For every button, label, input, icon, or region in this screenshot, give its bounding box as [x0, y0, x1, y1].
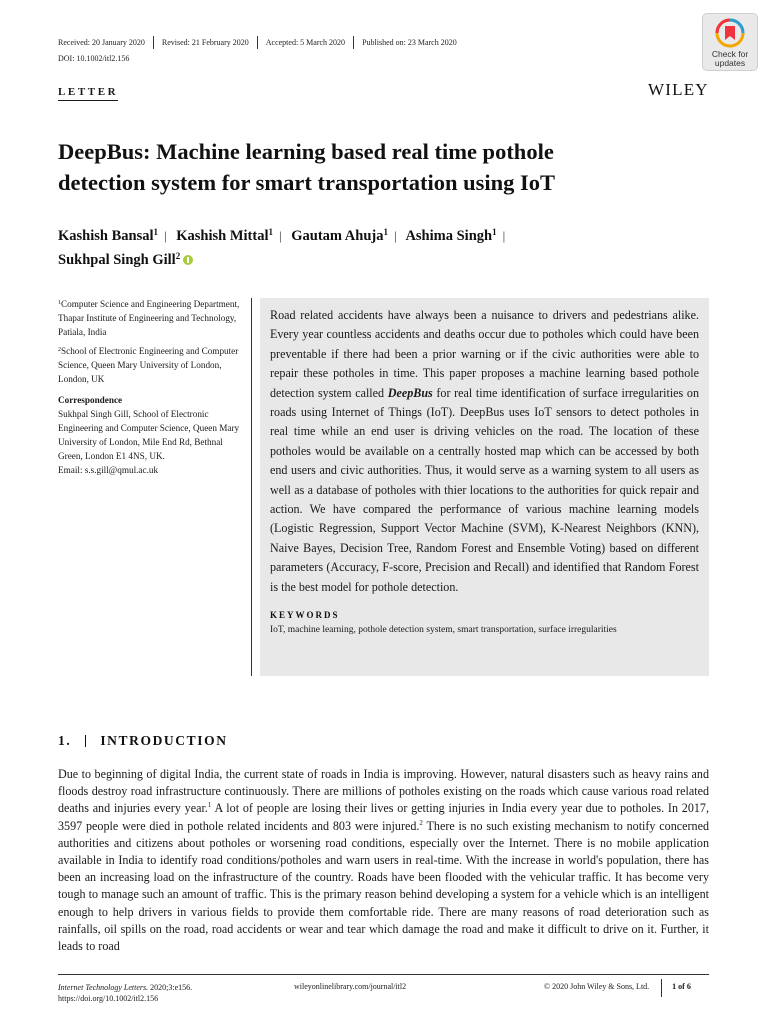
crossmark-icon	[715, 18, 745, 48]
affiliations-column	[58, 298, 243, 478]
published-date: Published on: 23 March 2020	[353, 36, 465, 49]
publisher-logo: WILEY	[648, 80, 709, 99]
correspondence-heading: Correspondence	[58, 395, 123, 406]
footer-journal-citation: Internet Technology Letters. 2020;3:e156. https://doi.org/10.1002/itl2.156	[58, 983, 193, 1003]
column-divider	[251, 298, 252, 676]
author-list	[58, 224, 698, 272]
received-date: Received: 20 January 2020	[58, 37, 145, 47]
footer-rule	[58, 974, 709, 975]
section-number: 1.	[58, 733, 72, 748]
author-name[interactable]: Kashish Bansal$^1$	[58, 227, 159, 244]
affiliation-2: $^2$School of Electronic Engineering and Computer Science, Queen Mary University of London, London, UK	[58, 345, 239, 384]
author-separator: |	[502, 228, 506, 243]
footer-right	[544, 982, 691, 997]
section-heading	[58, 733, 228, 749]
author-name[interactable]: Gautam Ahuja$^1$	[291, 227, 388, 244]
footer-site-link[interactable]: wileyonlinelibrary.com/journal/itl2	[294, 982, 407, 991]
footer-divider	[661, 979, 662, 997]
check-for-updates-button[interactable]	[702, 13, 758, 71]
author-separator: |	[279, 228, 282, 243]
title-line-1: DeepBus: Machine learning based real time pothole	[58, 139, 554, 164]
author-name[interactable]: Ashima Singh$^1$	[405, 227, 497, 244]
author-name[interactable]: Sukhpal Singh Gill$^2$	[58, 251, 181, 268]
citation-ref[interactable]: 1	[207, 801, 212, 810]
title-line-2: detection system for smart transportation using IoT	[58, 170, 556, 195]
footer-doi-link[interactable]: https://doi.org/10.1002/itl2.156	[58, 994, 159, 1003]
article-type-label: LETTER	[58, 86, 118, 101]
intro-paragraph: Due to beginning of digital India, the current state of roads in India is improving. However, natural disasters such as heavy rains and floods destroy road infrastructure continuously. There are millions of potholes existing on the roads which cause various road related deaths and injuries every year.$^1$ A lot of people are losing their lives or getting injuries in India every year due to potholes. In 2017, 3597 people were died in pothole related incidents and 803 were injured.$^2$ There is no such existing mechanism to notify concerned authorities and citizens about potholes or worsening road conditions, especially over the Internet. There is no mobile application available in India to identify road conditions/potholes and warn users in real-time. With the increase in world's population, there has been an increasing load on the infrastructure of the country. Roads have been flooded with the vehicular traffic. It has become very tough to manage such an amount of traffic. This is the primary reason behind developing a system for a vehicle which is an intelligent enough to help drivers in various fields to provide them comfortable ride. There are many reasons of road deterioration such as rainfalls, oil spills on the road, road accidents or wear and tear which damage the road and make it difficult to drive on it. Further, it leads to road	[58, 767, 710, 954]
section-divider	[85, 735, 86, 747]
affiliation-1: $^1$Computer Science and Engineering Department, Thapar Institute of Engineering and Technology, Patiala, India	[58, 299, 240, 337]
correspondence-text: Sukhpal Singh Gill, School of Electronic Engineering and Computer Science, Queen Mary University of London, Mile End Rd, Bethnal Green, London E1 4NS, UK.	[58, 409, 240, 462]
keywords-heading: KEYWORDS	[270, 610, 340, 621]
citation-ref[interactable]: 2	[419, 818, 423, 827]
section-title: INTRODUCTION	[100, 733, 228, 748]
accepted-date: Accepted: 5 March 2020	[257, 36, 353, 49]
footer-copyright: © 2020 John Wiley & Sons, Ltd.	[544, 982, 650, 991]
author-separator: |	[394, 228, 397, 243]
keywords-text: IoT, machine learning, pothole detection system, smart transportation, surface irregularities	[270, 625, 617, 636]
paper-title	[58, 136, 678, 198]
orcid-icon[interactable]	[183, 255, 193, 265]
correspondence-email[interactable]: Email: s.s.gill@qmul.ac.uk	[58, 464, 159, 475]
badge-line-2: updates	[714, 58, 746, 68]
page-number: 1 of 6	[672, 982, 691, 991]
abstract-text: Road related accidents have always been a nuisance to drivers and pedestrians alike. Every year countless accidents and deaths occur due to potholes which could have been preventable if there had been a prior warning or if the civic authorities were able to repair these potholes in time. This paper proposes a machine learning based pothole detection system called DeepBus for real time identification of surface irregularities on roads using Internet of Things (IoT). DeepBus uses IoT sensors to detect potholes in real time while an end user is driving vehicles on the road. The location of these potholes would be available on a centrally hosted map which can be accessed by both end users and civic authorities. Thus, it would serve as a warning system to all users as well as a database of potholes with thier locations to the authorities for quick repair and action. We have compared the performance of various machine learning models (Logistic Regression, Support Vector Machine (SVM), K-Nearest Neighbors (KNN), Naive Bayes, Decision Tree, Random Forest and Ensemble Voting) based on different parameters (Accuracy, F-score, Precision and Recall) and identified that Random Forest is the best model for pothole detection.	[270, 308, 699, 594]
badge-line-1: Check for	[711, 49, 749, 59]
abstract-box	[260, 298, 709, 676]
revised-date: Revised: 21 February 2020	[153, 36, 257, 49]
publication-dates	[58, 35, 465, 49]
doi-label[interactable]: DOI: 10.1002/itl2.156	[58, 54, 130, 63]
system-name: DeepBus	[387, 385, 433, 400]
author-name[interactable]: Kashish Mittal$^1$	[176, 227, 273, 244]
author-separator: |	[164, 228, 167, 243]
